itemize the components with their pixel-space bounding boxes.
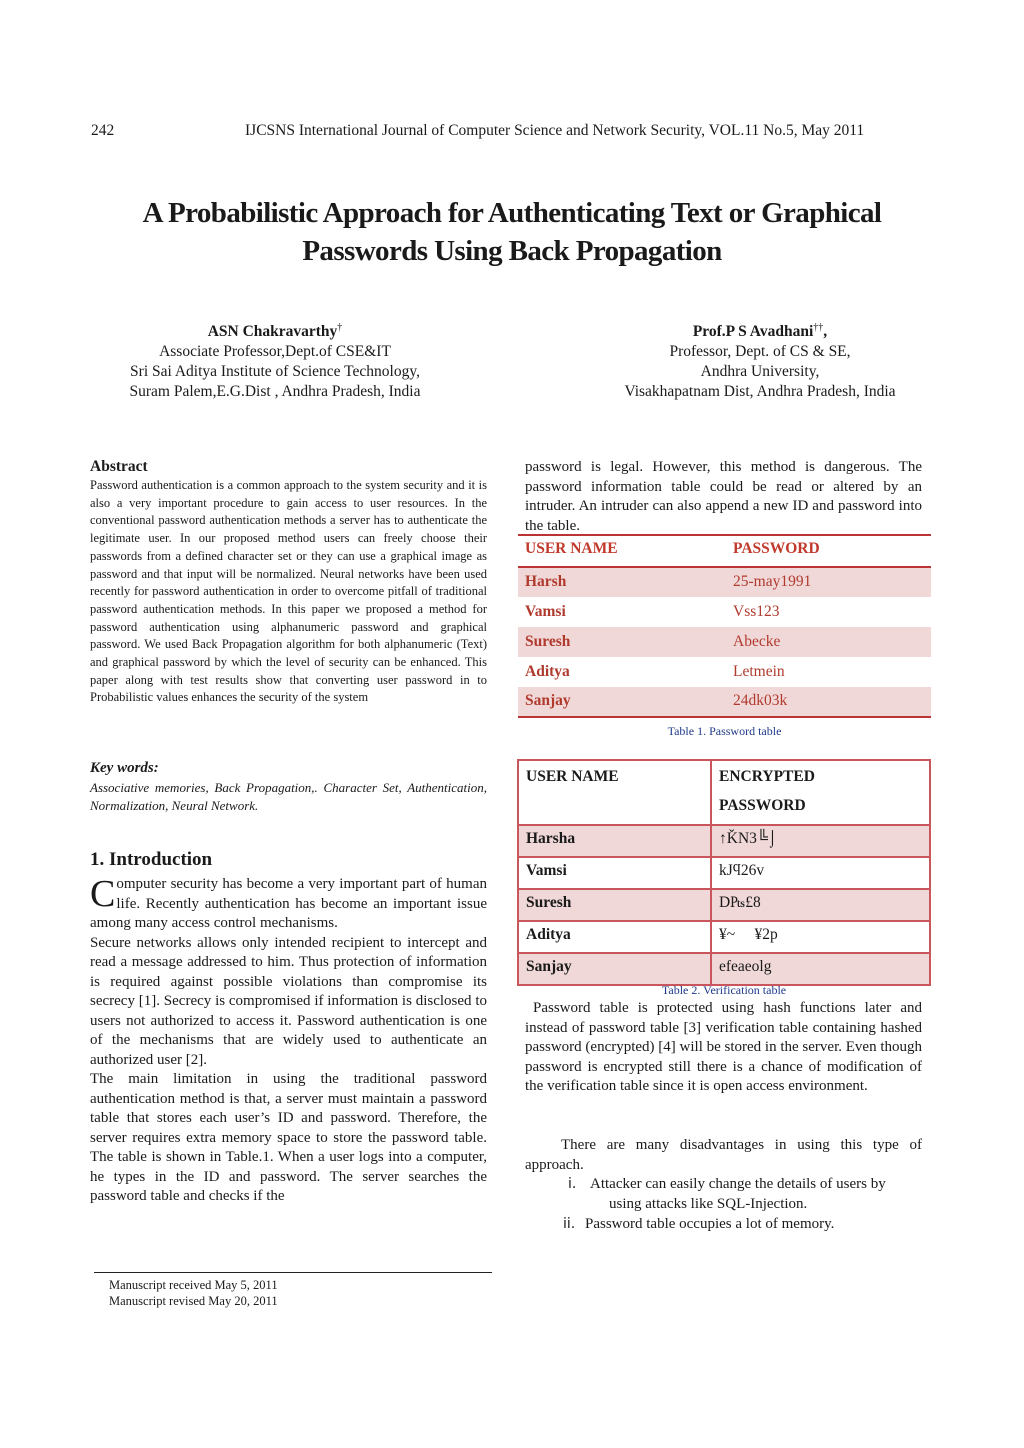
abstract-text: Password authentication is a common approach to the system security and it is also a very important procedure to gain access to user resources. In the conventional password authentication methods a server has to authenticate the legitimate user. In our proposed method users can freely choose their passwords from a defined character set or they can use a graphical image as password and that input will be normalized. Neural networks have been used recently for password authentication in order to overcome pitfall of traditional password authentication methods. In this paper we proposed a method for password authentication using alphanumeric password and graphical password. We used Back Propagation algorithm for both alphanumeric (Text) and graphical password by which the level of security can be enhanced. This paper along with test results show that converting user password in to Probabilistic values enhances the security of the system [90,478,487,705]
table-header: USER NAME [518,760,711,825]
table-row [518,825,930,857]
table-cell: ↑ǨN3╚⌡ [711,825,930,857]
list-text: Password table occupies a lot of memory. [585,1216,835,1232]
author-affiliation: Associate Professor,Dept.of CSE&IT [159,343,391,361]
table-row [518,857,930,889]
table-caption: Table 2. Verification table [661,983,787,997]
introduction-heading: 1. Introduction [90,849,213,870]
list-item [568,1175,928,1214]
header-line: ENCRYPTED [719,768,815,785]
table-cell: Abecke [726,627,931,657]
abstract-heading: Abstract [90,458,148,475]
intro-paragraph: The main limitation in using the traditional password authentication method is that, a server must maintain a password table that stores each user’s ID and password. Therefore, the server requires extra memory space to store the password table. The table is shown in Table.1. When a user logs into a computer, he types in the ID and password. The server searches the password table and checks if the [90,1071,487,1204]
table-row [518,889,930,921]
author-mark: †† [813,322,824,333]
table-row [518,657,931,687]
header-line: PASSWORD [719,797,806,814]
table-row [518,687,931,717]
table-cell: Suresh [518,889,711,921]
running-header: IJCSNS International Journal of Computer Science and Network Security, VOL.11 No.5, May 2011 [245,122,865,139]
body-paragraph: There are many disadvantages in using this type of approach. [525,1137,922,1173]
table-cell: efeaeolg [711,953,930,985]
password-table [518,534,931,718]
table-cell: 25-may1991 [726,567,931,597]
author-affiliation: Suram Palem,E.G.Dist , Andhra Pradesh, India [129,383,421,401]
title-line-2: Passwords Using Back Propagation [302,235,722,267]
intro-paragraph: Secure networks allows only intended recipient to intercept and read a message addressed to him. Thus protection of information is required against possible violations than compromise its secrecy [1]. Secrecy is compromised if information is disclosed to users not authorized to access it. Password authentication is one of the mechanisms that are widely used to authenticate an authorized user [2]. [90,934,487,1068]
title-line-1: A Probabilistic Approach for Authenticating Text or Graphical [142,197,882,229]
verification-table [517,759,931,986]
keywords-text: Associative memories, Back Propagation,. Character Set, Authentication, Normalization, Neural Network. [90,780,487,813]
author-name: ASN Chakravarthy [207,323,338,341]
list-marker: ii. [563,1216,576,1232]
drop-cap: C [90,873,116,915]
footnotes [109,1277,278,1309]
table-cell: Harsha [518,825,711,857]
author-mark: † [337,322,343,333]
page-number: 242 [91,122,115,139]
list-marker: i. [568,1176,577,1192]
list-text: Attacker can easily change the details of users by [590,1176,886,1192]
table-row [518,921,930,953]
table-header: USER NAME [518,535,726,567]
author-affiliation: Andhra University, [700,363,820,381]
footnote-rule [94,1272,492,1273]
intro-paragraph: omputer security has become a very important part of human life. Recently authentication has become an important issue among many access control mechanisms. [90,876,487,931]
table-cell: Suresh [518,627,726,657]
table-row [518,627,931,657]
table-row [518,597,931,627]
body-paragraph: Password table is protected using hash functions later and instead of password table [3] verification table containing hashed password (encrypted) [4] will be stored in the server. Even though password is encrypted still there is a chance of modification of the verification table since it is open access environment. [525,1000,922,1094]
table-cell: Sanjay [518,687,726,717]
author-block-1 [100,318,450,402]
table-cell: Vamsi [518,857,711,889]
table-header: PASSWORD [726,535,931,567]
table-header [711,760,930,825]
list-text: using attacks like SQL-Injection. [609,1195,808,1212]
table-cell: ¥~ ¥2p [711,921,930,953]
author-block-2 [585,318,935,402]
paper-title [60,194,964,270]
table-cell: Vss123 [733,602,780,620]
footnote: Manuscript received May 5, 2011 [109,1278,278,1292]
author-affiliation: Sri Sai Aditya Institute of Science Technology, [130,363,420,381]
table-cell: Harsh [518,567,726,597]
author-suffix: , [823,323,828,341]
table-cell: Vamsi [525,602,566,620]
table-cell: kJϥ26v [711,857,930,889]
table-cell: Aditya [525,662,570,680]
author-name: Prof.P S Avadhani [692,323,814,341]
table-cell: Aditya [518,921,711,953]
body-paragraph: password is legal. However, this method is dangerous. The password information table could be read or altered by an intruder. An intruder can also append a new ID and password into the table. [525,459,922,534]
author-affiliation: Professor, Dept. of CS & SE, [669,343,851,361]
table-cell: Sanjay [518,953,711,985]
table-cell: D₧£8 [711,889,930,921]
table-cell: Letmein [733,662,785,680]
table-cell: 24dk03k [726,687,931,717]
table-row [518,953,930,985]
introduction-text [90,875,487,1207]
table-caption: Table 1. Password table [667,724,782,738]
author-affiliation: Visakhapatnam Dist, Andhra Pradesh, India [624,383,896,401]
list-item [563,1215,923,1235]
footnote: Manuscript revised May 20, 2011 [109,1294,278,1308]
keywords-heading: Key words: [90,760,159,776]
table-row [518,567,931,597]
